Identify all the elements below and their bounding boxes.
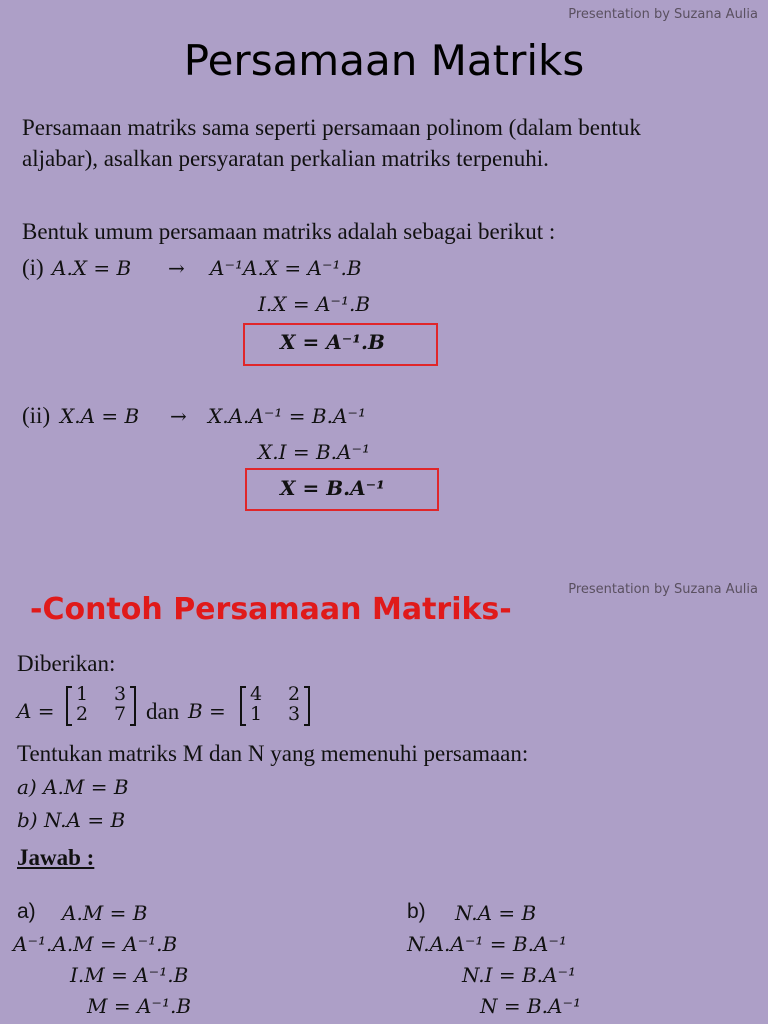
matrix-b-cell: 3 [288,703,301,725]
intro-line-1: Persamaan matriks sama seperti persamaan polinom (dalam bentuk [22,115,641,140]
given-label: Diberikan: [17,651,116,676]
matrix-a-label: A = [17,699,55,723]
case-i-eq1-right: A⁻¹A.X = A⁻¹.B [210,256,362,280]
sol-b-line-1: N.A = B [455,901,537,925]
case-i-eq2: I.X = A⁻¹.B [258,292,371,316]
sol-b-line-4: N = B.A⁻¹ [480,994,582,1018]
intro-line-2: aljabar), asalkan persyaratan perkalian matriks terpenuhi. [22,146,549,171]
case-ii-eq2: X.I = B.A⁻¹ [258,440,371,464]
matrix-b-cell: 4 [250,683,263,705]
matrix-a-cell: 2 [76,703,89,725]
case-ii-eq1-right: X.A.A⁻¹ = B.A⁻¹ [208,404,366,428]
sol-a-line-1: A.M = B [62,901,148,925]
matrix-b-right-bracket [304,686,310,726]
matrix-a-cell: 1 [76,683,89,705]
sol-b-line-2: N.A.A⁻¹ = B.A⁻¹ [407,932,567,956]
matrix-a [66,683,136,726]
question-b: b) N.A = B [17,808,126,832]
matrix-a-cell: 7 [114,703,127,725]
case-i-result: X = A⁻¹.B [280,330,385,354]
case-ii-label: (ii) [22,403,51,428]
case-ii-result: X = B.A⁻¹ [280,476,385,500]
matrix-a-left-bracket [66,686,72,726]
credit-top: Presentation by Suzana Aulia [568,7,758,22]
page-title: Persamaan Matriks [183,36,585,85]
case-ii-eq1-left: X.A = B [60,404,140,428]
sol-a-line-3: I.M = A⁻¹.B [70,963,189,987]
sol-a-line-4: M = A⁻¹.B [87,994,192,1018]
matrix-a-cell: 3 [114,683,127,705]
sol-b-label: b) [407,900,426,923]
question-text: Tentukan matriks M dan N yang memenuhi persamaan: [17,741,529,766]
example-title: -Contoh Persamaan Matriks- [30,592,512,627]
matrix-a-right-bracket [130,686,136,726]
matrix-b-cell: 2 [288,683,301,705]
question-a: a) A.M = B [17,775,129,799]
case-i-arrow: → [168,256,185,280]
sol-a-line-2: A⁻¹.A.M = A⁻¹.B [13,932,178,956]
sol-a-label: a) [17,900,36,923]
case-ii-arrow: → [170,404,187,428]
general-form-text: Bentuk umum persamaan matriks adalah sebagai berikut : [22,219,556,244]
answer-label: Jawab : [17,845,95,870]
case-i-eq1-left: A.X = B [52,256,132,280]
matrix-b-label: B = [188,699,226,723]
sol-b-line-3: N.I = B.A⁻¹ [462,963,577,987]
case-i-label: (i) [22,255,44,280]
dan-label: dan [146,699,180,724]
matrix-b-cell: 1 [250,703,263,725]
matrix-b-left-bracket [240,686,246,726]
credit-bottom: Presentation by Suzana Aulia [568,582,758,597]
matrix-b [240,683,310,726]
